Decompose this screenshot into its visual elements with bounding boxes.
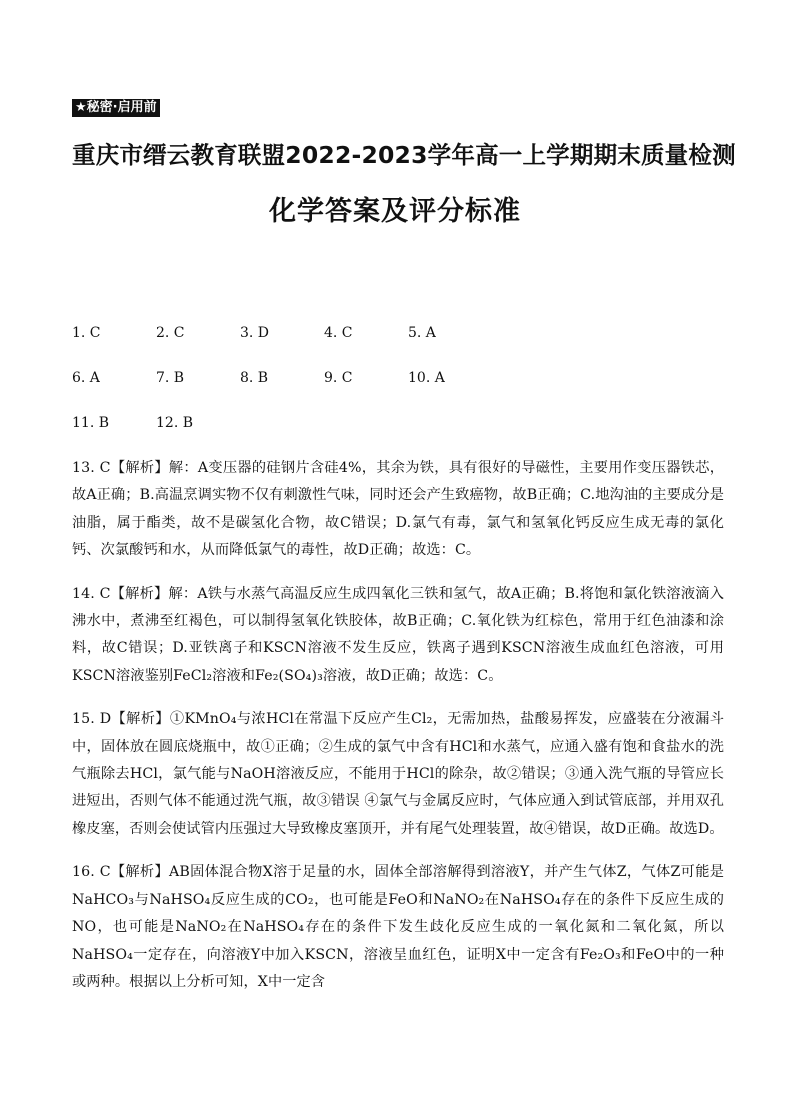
answer-item: 2. C: [156, 325, 185, 341]
answer-row: [72, 412, 722, 457]
answer-item: 7. B: [156, 370, 185, 386]
explanations: [72, 455, 724, 1012]
answer-row: [72, 322, 722, 367]
answer-item: 11. B: [72, 415, 110, 431]
page-title: 重庆市缙云教育联盟2022-2023学年高一上学期期末质量检测: [72, 141, 736, 169]
explanation-paragraph: 16. C【解析】AB固体混合物X溶于足量的水，固体全部溶解得到溶液Y，并产生气体Z，气体Z可能是NaHCO₃与NaHSO₄反应生成的CO₂，也可能是FeO和NaNO₂在NaHSO₄存在的条件下反应生成的NO，也可能是NaNO₂在NaHSO₄存在的条件下发生歧化反应生成的一氧化氮和二氧化氮，所以NaHSO₄一定存在，向溶液Y中加入KSCN，溶液呈血红色，证明X中一定含有Fe₂O₃和FeO中的一种或两种。根据以上分析可知，X中一定含: [72, 864, 724, 990]
answer-item: 3. D: [240, 325, 270, 341]
answer-item: 8. B: [240, 370, 269, 386]
answer-item: 12. B: [156, 415, 194, 431]
answer-item: 6. A: [72, 370, 100, 386]
answer-row: [72, 367, 722, 412]
explanation-paragraph: 14. C【解析】解：A铁与水蒸气高温反应生成四氧化三铁和氢气，故A正确；B.将饱和氯化铁溶液滴入沸水中，煮沸至红褐色，可以制得氢氧化铁胶体，故B正确；C.氧化铁为红棕色，常用于红色油漆和涂料，故C错误；D.亚铁离子和KSCN溶液不发生反应，铁离子遇到KSCN溶液生成血红色溶液，可用KSCN溶液鉴别FeCl₂溶液和Fe₂(SO₄)₃溶液，故D正确；故选：C。: [72, 585, 724, 684]
answer-item: 5. A: [408, 325, 436, 341]
answer-item: 1. C: [72, 325, 101, 341]
explanation-paragraph: 13. C【解析】解：A变压器的硅钢片含硅4%，其余为铁，具有很好的导磁性，主要用作变压器铁芯，故A正确；B.高温烹调实物不仅有刺激性气味，同时还会产生致癌物，故B正确；C.地沟油的主要成分是油脂，属于酯类，故不是碳氢化合物，故C错误；D.氯气有毒，氯气和氢氧化钙反应生成无毒的氯化钙、次氯酸钙和水，从而降低氯气的毒性，故D正确；故选：C。: [72, 460, 724, 559]
explanation-paragraph: 15. D【解析】①KMnO₄与浓HCl在常温下反应产生Cl₂，无需加热，盐酸易挥发，应盛装在分液漏斗中，固体放在圆底烧瓶中，故①正确；②生成的氯气中含有HCl和水蒸气，应通入盛有饱和食盐水的洗气瓶除去HCl，氯气能与NaOH溶液反应，不能用于HCl的除杂，故②错误；③通入洗气瓶的导管应长进短出，否则气体不能通过洗气瓶，故③错误 ④氯气与金属反应时，气体应通入到试管底部，并用双孔橡皮塞，否则会使试管内压强过大导致橡皮塞顶开，并有尾气处理装置，故④错误，故D正确。故选D。: [72, 711, 724, 837]
answer-key: [72, 322, 722, 457]
page-subtitle: 化学答案及评分标准: [269, 196, 521, 227]
confidential-badge: ★秘密·启用前: [72, 99, 160, 117]
answer-item: 4. C: [324, 325, 353, 341]
answer-item: 9. C: [324, 370, 353, 386]
answer-item: 10. A: [408, 370, 445, 386]
